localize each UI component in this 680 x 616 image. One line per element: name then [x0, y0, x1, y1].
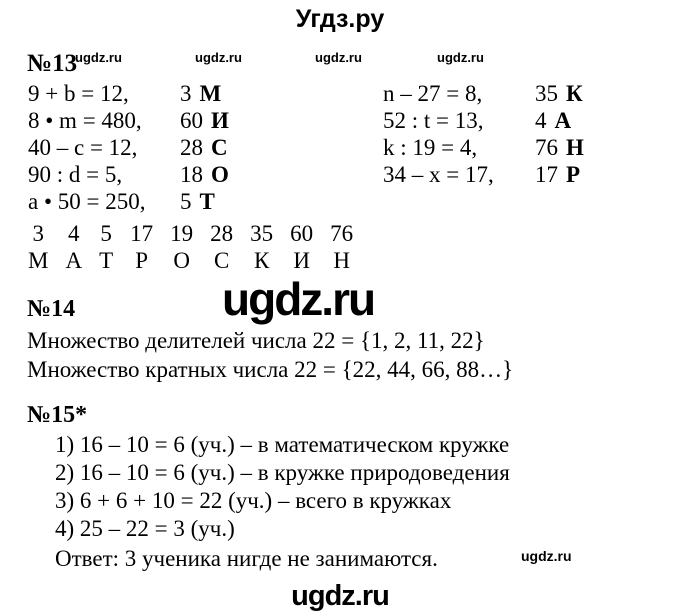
- solution-line: Множество кратных числа 22 = {22, 44, 66, 88…}: [27, 357, 514, 382]
- answer-line: [180, 107, 229, 134]
- answer-number: 35: [535, 81, 558, 106]
- code-cell: [99, 221, 113, 273]
- watermark: ugdz.ru: [75, 50, 122, 65]
- task13-left-equations: [28, 80, 145, 215]
- equation-line: n – 27 = 8,: [383, 81, 483, 106]
- task13-right-equations: [383, 80, 494, 188]
- site-logo-footer: ugdz.ru: [291, 580, 389, 612]
- task14-solution: [27, 326, 513, 384]
- answer-number: 4: [535, 108, 547, 133]
- equation-line: 52 : t = 13,: [383, 108, 484, 133]
- code-cell: [250, 221, 273, 273]
- code-number: 35: [250, 221, 274, 246]
- answer-line: [180, 161, 229, 188]
- code-cell: [130, 221, 153, 273]
- code-number: 17: [130, 221, 154, 246]
- solution-step: 3) 6 + 6 + 10 = 22 (уч.) – всего в кружках: [55, 488, 452, 513]
- answer-text: Ответ: 3 ученика нигде не занимаются.: [55, 546, 438, 571]
- answer-letter: С: [211, 135, 228, 160]
- answer-line: [180, 134, 229, 161]
- code-letter: С: [213, 248, 230, 273]
- equation-line: 9 + b = 12,: [28, 81, 129, 106]
- code-number: 76: [330, 221, 354, 246]
- answer-line: [180, 80, 229, 107]
- site-logo-header: Угдз.ру: [295, 5, 385, 33]
- solution-step: 2) 16 – 10 = 6 (уч.) – в кружке природоведения: [55, 460, 510, 485]
- code-cell: [330, 221, 353, 273]
- solution-step: 1) 16 – 10 = 6 (уч.) – в математическом кружке: [55, 432, 510, 457]
- answer-number: 76: [535, 135, 558, 160]
- answer-number: 18: [180, 162, 203, 187]
- answer-number: 17: [535, 162, 558, 187]
- task15-solution: [55, 431, 510, 573]
- code-letter: Н: [333, 248, 350, 273]
- answer-line: [180, 188, 229, 215]
- answer-letter: И: [211, 108, 229, 133]
- watermark-side: ugdz.ru: [521, 548, 572, 564]
- watermark: ugdz.ru: [437, 50, 484, 65]
- task13-code-row: [28, 221, 370, 273]
- answer-letter: Т: [199, 189, 215, 214]
- answer-letter: Н: [566, 135, 584, 160]
- equation-line: a • 50 = 250,: [28, 189, 146, 214]
- task13-left-answers: [180, 80, 229, 215]
- task13-right-answers: [535, 80, 584, 188]
- code-letter: М: [28, 248, 49, 273]
- equation-line: 34 – x = 17,: [383, 162, 494, 187]
- code-number: 28: [210, 221, 234, 246]
- equation-line: 8 • m = 480,: [28, 108, 142, 133]
- code-number: 19: [170, 221, 194, 246]
- code-number: 3: [32, 221, 44, 246]
- code-cell: [210, 221, 233, 273]
- equation-line: k : 19 = 4,: [383, 135, 478, 160]
- solution-line: Множество делителей числа 22 = {1, 2, 11, 22}: [27, 328, 485, 353]
- watermark: ugdz.ru: [315, 50, 362, 65]
- code-letter: О: [173, 248, 190, 273]
- code-letter: А: [65, 248, 83, 273]
- code-cell: [290, 221, 313, 273]
- answer-line: [535, 80, 584, 107]
- answer-line: [535, 107, 584, 134]
- answer-number: 60: [180, 108, 203, 133]
- code-number: 60: [290, 221, 314, 246]
- code-letter: К: [253, 248, 270, 273]
- answer-letter: О: [211, 162, 229, 187]
- task14-label: №14: [27, 296, 76, 322]
- answer-letter: А: [554, 108, 572, 133]
- answer-letter: М: [199, 81, 222, 106]
- answer-line: [535, 161, 584, 188]
- answer-number: 5: [180, 189, 192, 214]
- watermark: ugdz.ru: [195, 50, 242, 65]
- watermark-large: ugdz.ru: [222, 273, 375, 325]
- answer-letter: Р: [566, 162, 581, 187]
- code-letter: Т: [99, 248, 114, 273]
- code-letter: И: [293, 248, 310, 273]
- code-cell: [65, 221, 82, 273]
- task13-label: №13: [27, 50, 78, 77]
- solution-step: 4) 25 – 22 = 3 (уч.): [55, 516, 235, 541]
- answer-number: 28: [180, 135, 203, 160]
- code-letter: Р: [135, 248, 149, 273]
- code-cell: [28, 221, 48, 273]
- answer-letter: К: [566, 81, 583, 106]
- equation-line: 40 – c = 12,: [28, 135, 138, 160]
- task15-label: №15*: [27, 402, 88, 428]
- code-number: 5: [100, 221, 112, 246]
- code-number: 4: [68, 221, 80, 246]
- answer-line: [535, 134, 584, 161]
- answer-number: 3: [180, 81, 192, 106]
- equation-line: 90 : d = 5,: [28, 162, 123, 187]
- code-cell: [170, 221, 193, 273]
